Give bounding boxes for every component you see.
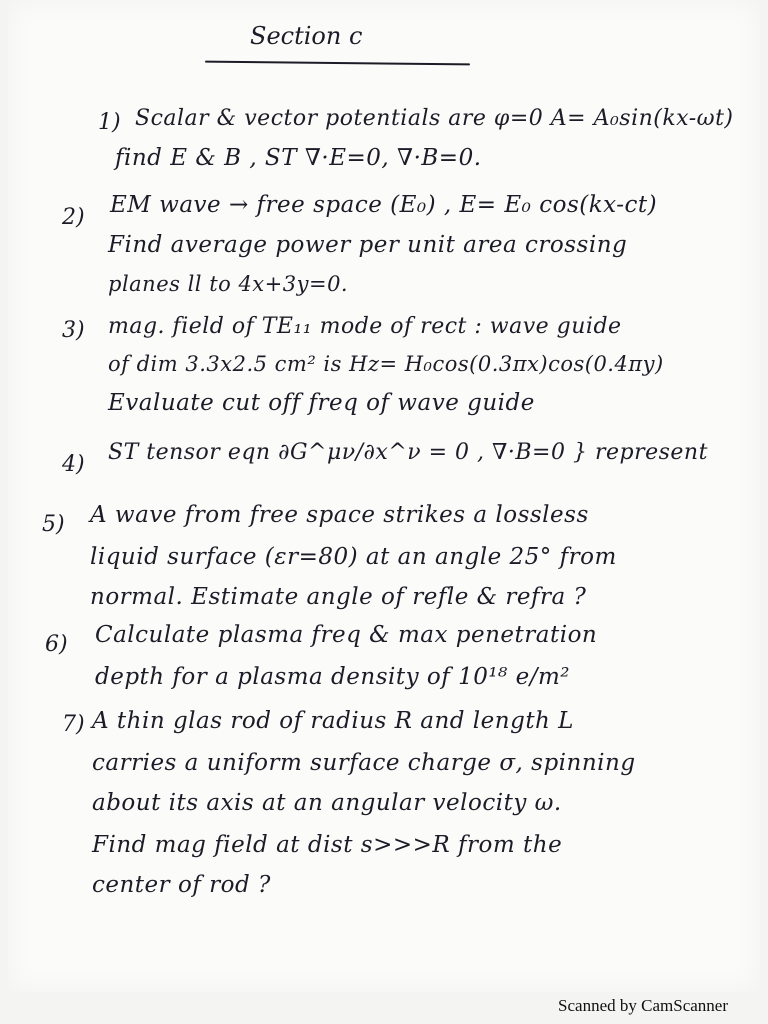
question-3-line-3: Evaluate cut off freq of wave guide [108,390,535,416]
question-2-line-1: EM wave → free space (E₀) , E= E₀ cos(kx-ct) [110,192,658,218]
question-5-line-1: A wave from free space strikes a lossless [90,502,589,528]
question-2-line-2: Find average power per unit area crossing [108,232,628,258]
question-4-number: 4) [62,452,85,477]
scanner-watermark: Scanned by CamScanner [558,996,728,1015]
question-5-line-2: liquid surface (εr=80) at an angle 25° from [90,544,617,570]
question-4-line-1: ST tensor eqn ∂G^μν/∂x^ν = 0 , ∇·B=0 } represent [108,440,708,465]
question-1-line-2: find E & B , ST ∇·E=0, ∇·B=0. [115,145,482,171]
section-title: Section c [250,22,363,50]
question-2-line-3: planes ll to 4x+3y=0. [108,272,349,296]
question-3-line-2: of dim 3.3x2.5 cm² is Hz= H₀cos(0.3πx)cos(0.4πy) [108,352,664,376]
question-3-line-1: mag. field of TE₁₁ mode of rect : wave guide [108,314,622,339]
question-5-number: 5) [42,512,65,537]
question-6-line-1: Calculate plasma freq & max penetration [95,622,598,648]
question-7-line-1: A thin glas rod of radius R and length L [92,708,574,734]
question-3-number: 3) [62,318,85,343]
question-6-line-2: depth for a plasma density of 10¹⁸ e/m² [95,664,570,690]
question-7-line-4: Find mag field at dist s>>>R from the [92,832,563,858]
question-7-line-5: center of rod ? [92,872,271,898]
question-1-line-1: Scalar & vector potentials are φ=0 A= A₀sin(kx-ωt) [135,106,734,131]
question-7-line-2: carries a uniform surface charge σ, spinning [92,750,636,776]
question-1-number: 1) [98,110,121,135]
question-7-number: 7) [62,712,85,737]
question-6-number: 6) [45,632,68,657]
question-7-line-3: about its axis at an angular velocity ω. [92,790,562,816]
question-5-line-3: normal. Estimate angle of refle & refra ? [90,584,587,610]
question-2-number: 2) [62,205,85,230]
